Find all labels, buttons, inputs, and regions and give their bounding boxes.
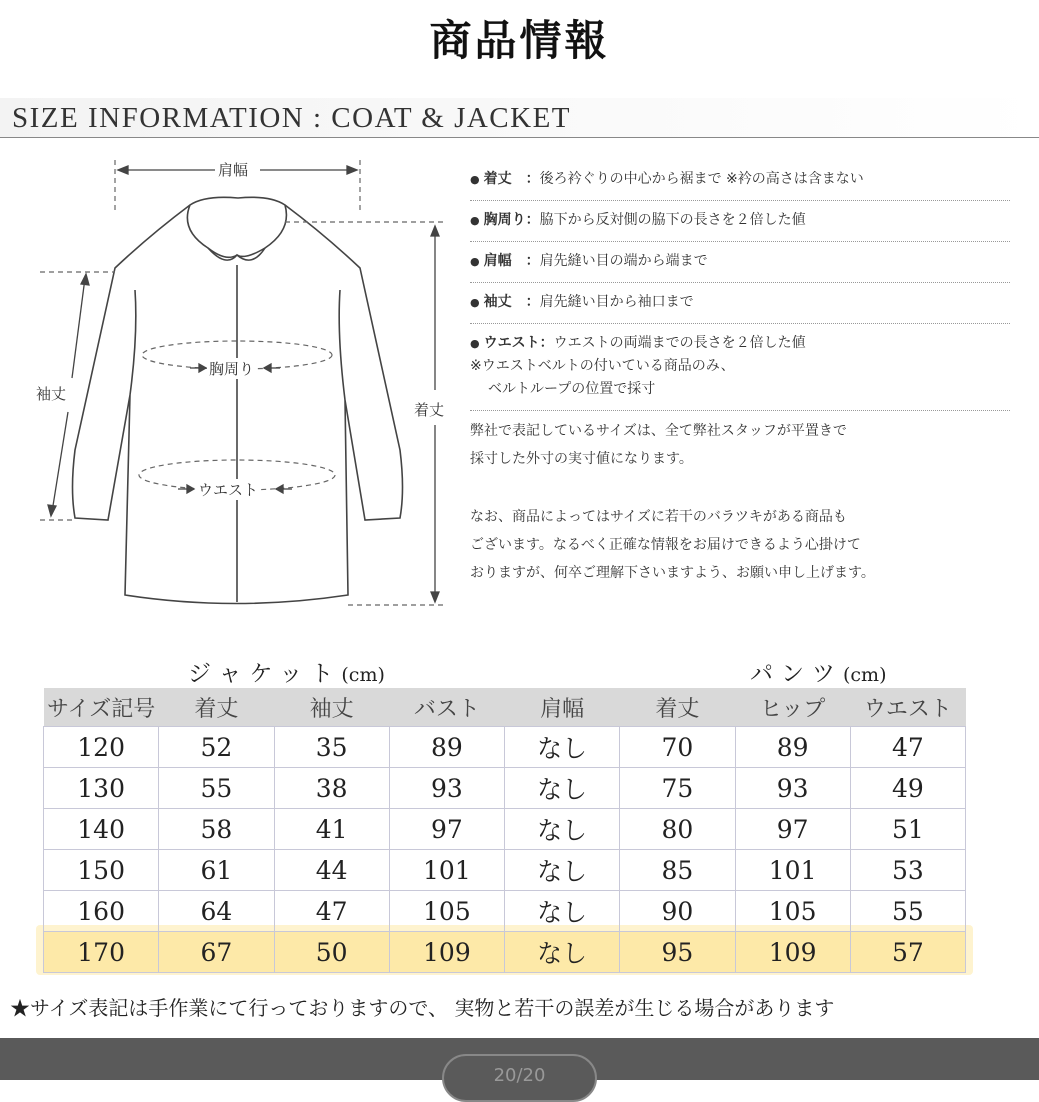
page-title: 商品情報 xyxy=(429,16,610,65)
section-divider xyxy=(0,137,1039,138)
bullet-icon: ● xyxy=(470,296,480,309)
table-cell: なし xyxy=(505,850,620,891)
jacket-group-label: ジャケット(cm) xyxy=(188,661,385,687)
chest-label: 胸周り xyxy=(209,360,255,378)
length-label: 着丈 xyxy=(414,401,445,419)
header-jacket-length: 着丈 xyxy=(159,688,274,727)
table-cell: 47 xyxy=(850,727,965,768)
table-cell: 64 xyxy=(159,891,274,932)
table-cell: 101 xyxy=(389,850,504,891)
waist-note-2: ベルトループの位置で採寸 xyxy=(488,381,656,397)
table-cell: 160 xyxy=(44,891,159,932)
table-cell: 50 xyxy=(274,932,389,973)
table-cell: 35 xyxy=(274,727,389,768)
table-cell: 97 xyxy=(389,809,504,850)
table-cell: 67 xyxy=(159,932,274,973)
waist-label: ウエスト xyxy=(198,481,259,499)
definition-chest: ● 胸周り：脇下から反対側の脇下の長さを２倍した値 xyxy=(470,201,1010,242)
table-row xyxy=(44,809,966,850)
table-cell: 49 xyxy=(850,768,965,809)
table-cell: 51 xyxy=(850,809,965,850)
table-cell: なし xyxy=(505,932,620,973)
definition-length: ● 着丈 ：後ろ衿ぐりの中心から裾まで ※衿の高さは含まない xyxy=(470,160,1010,201)
section-heading: SIZE INFORMATION : COAT & JACKET xyxy=(12,102,572,134)
pants-group-label: パンツ(cm) xyxy=(750,661,887,687)
table-cell: 97 xyxy=(735,809,850,850)
table-cell: 55 xyxy=(850,891,965,932)
table-row xyxy=(44,850,966,891)
header-sleeve: 袖丈 xyxy=(274,688,389,727)
table-cell: 105 xyxy=(389,891,504,932)
definition-shoulder: ● 肩幅 ：肩先縫い目の端から端まで xyxy=(470,242,1010,283)
bullet-icon: ● xyxy=(470,214,480,227)
table-cell: 95 xyxy=(620,932,735,973)
measurement-definitions xyxy=(470,160,1010,587)
table-cell: 61 xyxy=(159,850,274,891)
table-cell: 90 xyxy=(620,891,735,932)
header-waist: ウエスト xyxy=(850,688,965,727)
bullet-icon: ● xyxy=(470,337,480,350)
bullet-icon: ● xyxy=(470,173,480,186)
table-cell: 85 xyxy=(620,850,735,891)
table-cell: 41 xyxy=(274,809,389,850)
bullet-icon: ● xyxy=(470,255,480,268)
table-cell: 130 xyxy=(44,768,159,809)
size-table xyxy=(43,688,966,973)
table-cell: 140 xyxy=(44,809,159,850)
table-cell: 57 xyxy=(850,932,965,973)
table-cell: 47 xyxy=(274,891,389,932)
table-cell: 93 xyxy=(735,768,850,809)
table-row-highlighted xyxy=(44,932,966,973)
table-cell: なし xyxy=(505,809,620,850)
table-row xyxy=(44,768,966,809)
table-cell: 150 xyxy=(44,850,159,891)
table-cell: なし xyxy=(505,768,620,809)
image-pager[interactable]: 20/20 xyxy=(442,1054,597,1102)
sleeve-label: 袖丈 xyxy=(36,385,67,403)
table-cell: 89 xyxy=(389,727,504,768)
coat-outline xyxy=(30,150,470,620)
shoulder-label: 肩幅 xyxy=(218,161,249,179)
table-cell: 75 xyxy=(620,768,735,809)
table-cell: 80 xyxy=(620,809,735,850)
table-cell: 52 xyxy=(159,727,274,768)
definition-waist: ● ウエスト：ウエストの両端までの長さを２倍した値 ※ウエストベルトの付いている商品のみ、 ベルトループの位置で採寸 xyxy=(470,324,1010,411)
table-cell: 38 xyxy=(274,768,389,809)
table-cell: 93 xyxy=(389,768,504,809)
table-cell: 89 xyxy=(735,727,850,768)
table-cell: 101 xyxy=(735,850,850,891)
header-shoulder: 肩幅 xyxy=(505,688,620,727)
coat-diagram xyxy=(30,150,470,620)
table-cell: 58 xyxy=(159,809,274,850)
table-cell: 105 xyxy=(735,891,850,932)
table-cell: 55 xyxy=(159,768,274,809)
table-cell: 109 xyxy=(735,932,850,973)
header-size-code: サイズ記号 xyxy=(44,688,159,727)
size-footnote: ★サイズ表記は手作業にて行っておりますので、 実物と若干の誤差が生じる場合があります xyxy=(10,996,835,1020)
header-hip: ヒップ xyxy=(735,688,850,727)
table-cell: なし xyxy=(505,891,620,932)
definition-sleeve: ● 袖丈 ：肩先縫い目から袖口まで xyxy=(470,283,1010,324)
table-row xyxy=(44,727,966,768)
header-pants-length: 着丈 xyxy=(620,688,735,727)
table-row xyxy=(44,891,966,932)
table-header-row xyxy=(44,688,966,727)
table-cell: なし xyxy=(505,727,620,768)
table-cell: 70 xyxy=(620,727,735,768)
waist-note-1: ※ウエストベルトの付いている商品のみ、 xyxy=(470,358,735,374)
table-cell: 170 xyxy=(44,932,159,973)
table-cell: 109 xyxy=(389,932,504,973)
table-cell: 44 xyxy=(274,850,389,891)
header-bust: バスト xyxy=(389,688,504,727)
variance-note: なお、商品によってはサイズに若干のバラツキがある商品も ございます。なるべく正確な情報をお届けできるよう心掛けて おりますが、何卒ご理解下さいますよう、お願い申し上げます。 xyxy=(470,509,875,581)
measurement-note: 弊社で表記しているサイズは、全て弊社スタッフが平置きで 採寸した外寸の実寸値になります。 xyxy=(470,423,847,467)
table-cell: 53 xyxy=(850,850,965,891)
table-cell: 120 xyxy=(44,727,159,768)
